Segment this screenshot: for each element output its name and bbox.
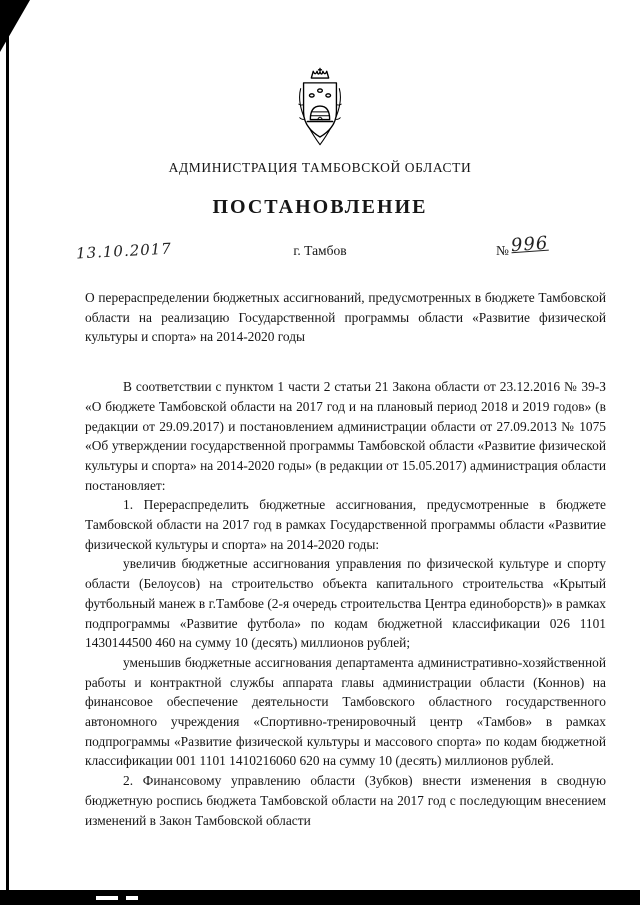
scan-artifact-left-line bbox=[6, 0, 9, 905]
doc-type-title: ПОСТАНОВЛЕНИЕ bbox=[212, 196, 428, 218]
scan-artifact-dash bbox=[96, 896, 118, 900]
scan-artifact-bottom-bar bbox=[0, 890, 640, 905]
handwritten-number: 996 bbox=[510, 232, 550, 257]
date-row bbox=[0, 232, 640, 266]
paragraph-increase: увеличив бюджетные ассигнования управления по физической культуре и спорту области (Белоусов) на строительство объекта капитального строительства «Крытый футбольный манеж в г.Тамбове (2-я очередь строительства Центра единоборств)» в рамках подпрограммы «Развитие футбола» по кодам бюджетной классификации 026 1101 1430144500 460 на сумму 10 (десять) миллионов рублей; bbox=[85, 556, 606, 651]
handwritten-date: 13.10.2017 bbox=[75, 239, 173, 263]
scan-artifact-dash bbox=[126, 896, 138, 900]
scan-artifact-corner bbox=[0, 0, 30, 52]
paragraph-item-1: 1. Перераспределить бюджетные ассигнования, предусмотренные в бюджете Тамбовской области на 2017 год в рамках Государственной программы области «Развитие физической культуры и спорта» на 2014-2020 годы: bbox=[85, 497, 606, 552]
paragraph-item-2: 2. Финансовому управлению области (Зубков) внести изменения в сводную бюджетную роспись бюджета Тамбовской области на 2017 год с последующим внесением изменений в Закон Тамбовской области bbox=[85, 773, 606, 828]
paragraph-preamble: В соответствии с пунктом 1 части 2 статьи 21 Закона области от 23.12.2016 № 39-З «О бюджете Тамбовской области на 2017 год и на плановый период 2018 и 2019 годов» (в редакции от 29.09.2017) и постановлением администрации области от 27.09.2013 № 1075 «Об утверждении государственной программы Тамбовской области «Развитие физической культуры и спорта» на 2014-2020 годы» (в редакции от 15.05.2017) администрация области постановляет: bbox=[85, 379, 606, 493]
org-name: АДМИНИСТРАЦИЯ ТАМБОВСКОЙ ОБЛАСТИ bbox=[168, 160, 472, 175]
document-subject: О перераспределении бюджетных ассигнований, предусмотренных в бюджете Тамбовской области на реализацию Государственной программы области «Развитие физической культуры и спорта» на 2014-2020 годы bbox=[85, 290, 606, 345]
number-sign: № bbox=[496, 243, 509, 258]
place-name: г. Тамбов bbox=[293, 243, 347, 258]
paragraph-decrease: уменьшив бюджетные ассигнования департамента административно-хозяйственной работы и контрактной службы аппарата главы администрации области (Коннов) на финансовое обеспечение деятельности Тамбовского областного государственного автономного учреждения «Спортивно-тренировочный центр «Тамбов» в рамках подпрограммы «Развитие физической культуры и массового спорта» по кодам бюджетной классификации 001 1101 1410216060 620 на сумму 10 (десять) миллионов рублей. bbox=[85, 654, 606, 769]
tambov-coat-of-arms-icon bbox=[291, 64, 349, 152]
document-body bbox=[85, 288, 606, 830]
